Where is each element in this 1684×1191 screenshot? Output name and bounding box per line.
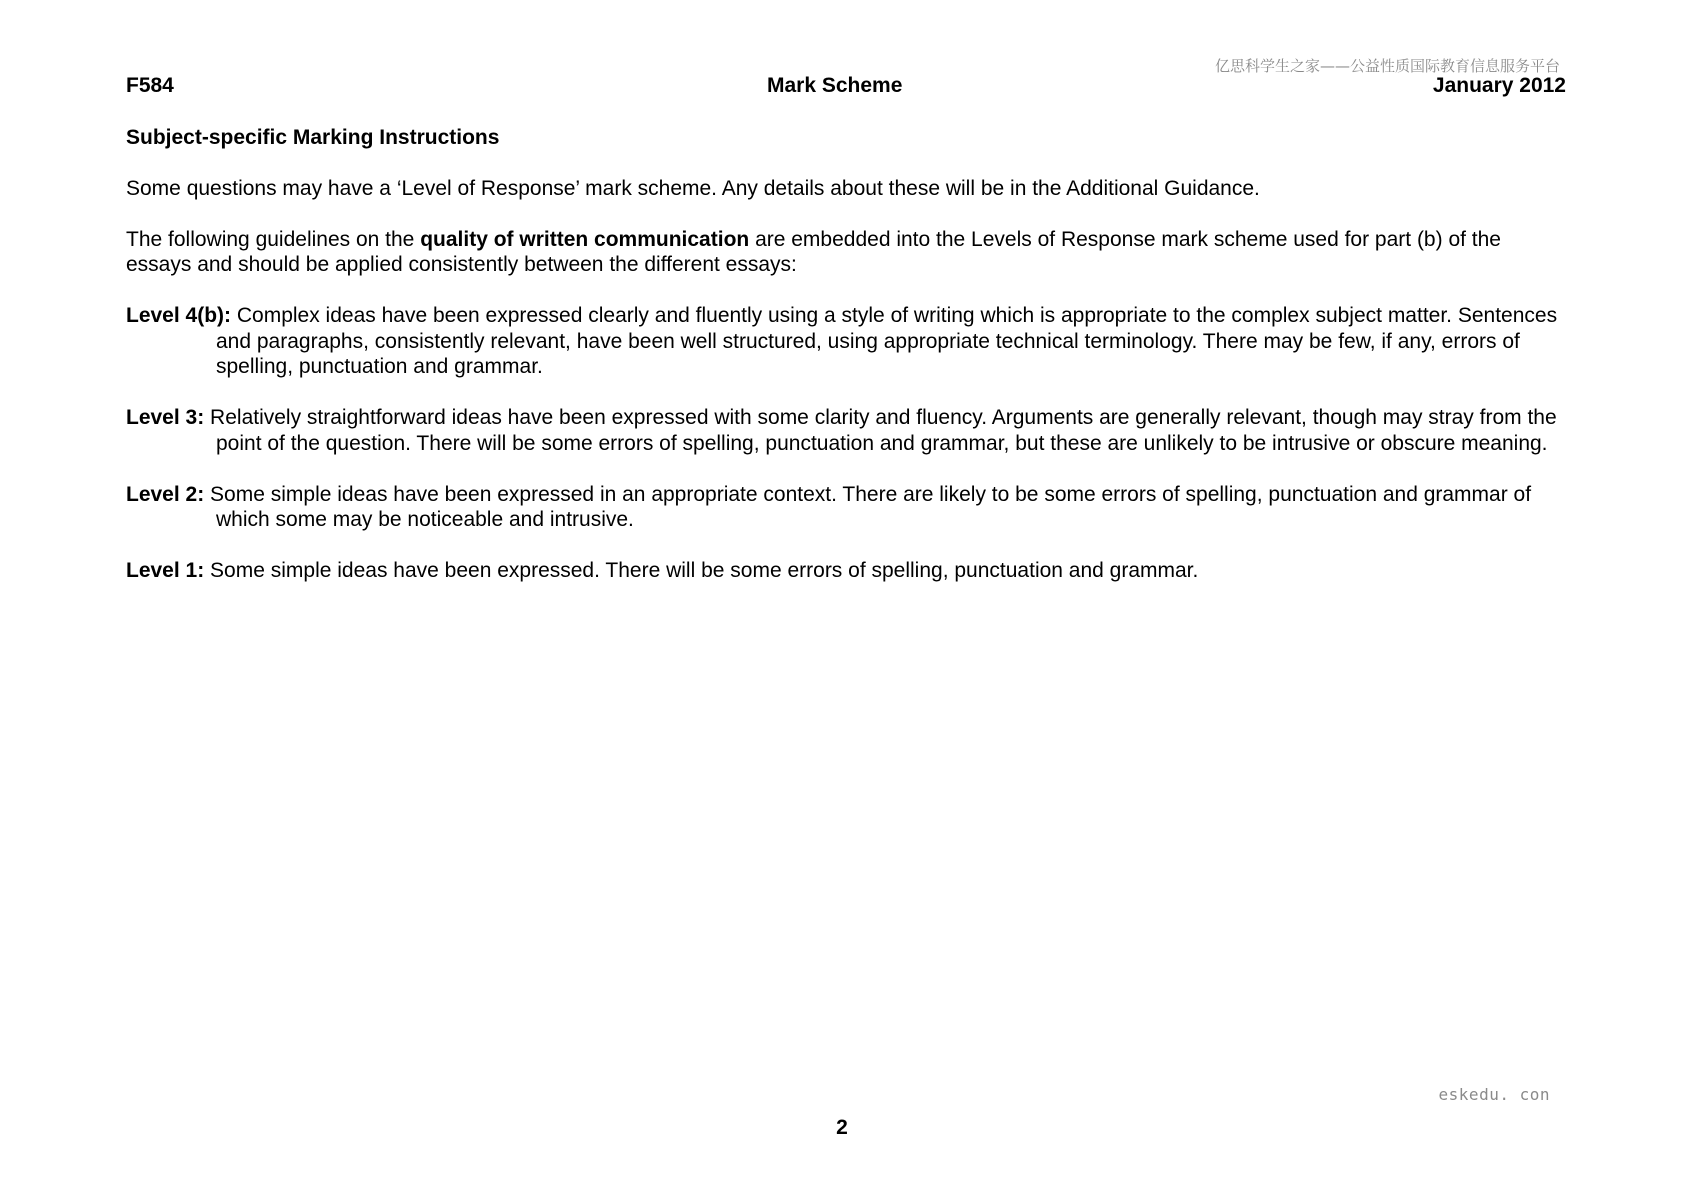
level-text: Relatively straightforward ideas have been expressed with some clarity and fluency. Arguments are generally relevant, though may stray from the point of the question. There will be some errors of spelling, punctuation and grammar, but these are unlikely to be intrusive or obscure meaning. [204, 406, 1557, 455]
guidelines-text-after: are embedded into the Levels of Response mark scheme used for part (b) of the essays and should be applied consistently between the different essays: [126, 227, 1501, 276]
level-text: Complex ideas have been expressed clearly and fluently using a style of writing which is appropriate to the complex subject matter. Sentences and paragraphs, consistently relevant, have been well structured, using appropriate technical terminology. There may be few, if any, errors of spelling, punctuation and grammar. [216, 304, 1558, 378]
guidelines-text-before: The following guidelines on the [126, 227, 421, 251]
level-text: Some simple ideas have been expressed. There will be some errors of spelling, punctuation and grammar. [204, 559, 1199, 582]
guidelines-paragraph [126, 227, 1566, 278]
level-3-descriptor [126, 405, 1566, 456]
paper-code: F584 [126, 74, 174, 97]
level-text: Some simple ideas have been expressed in an appropriate context. There are likely to be some errors of spelling, punctuation and grammar of which some may be noticeable and intrusive. [204, 482, 1532, 531]
watermark-bottom: eskedu. con [1438, 1085, 1550, 1104]
level-label: Level 4(b): [126, 304, 232, 327]
page-number: 2 [836, 1116, 848, 1139]
level-label: Level 2: [126, 482, 205, 506]
page-header [126, 74, 1566, 100]
level-label: Level 3: [126, 406, 205, 429]
exam-date: January 2012 [1432, 74, 1566, 97]
page-content [126, 125, 1566, 609]
intro-paragraph: Some questions may have a ‘Level of Response’ mark scheme. Any details about these will be in the Additional Guidance. [126, 176, 1260, 200]
guidelines-emphasis: quality of written communication [420, 227, 750, 251]
section-title: Subject-specific Marking Instructions [126, 126, 500, 149]
level-1-descriptor [126, 558, 1566, 584]
watermark-top: 亿思科学生之家——公益性质国际教育信息服务平台 [1214, 57, 1560, 75]
level-2-descriptor [126, 482, 1566, 533]
level-label: Level 1: [126, 559, 205, 582]
level-4b-descriptor [126, 303, 1566, 380]
document-title: Mark Scheme [767, 74, 903, 97]
